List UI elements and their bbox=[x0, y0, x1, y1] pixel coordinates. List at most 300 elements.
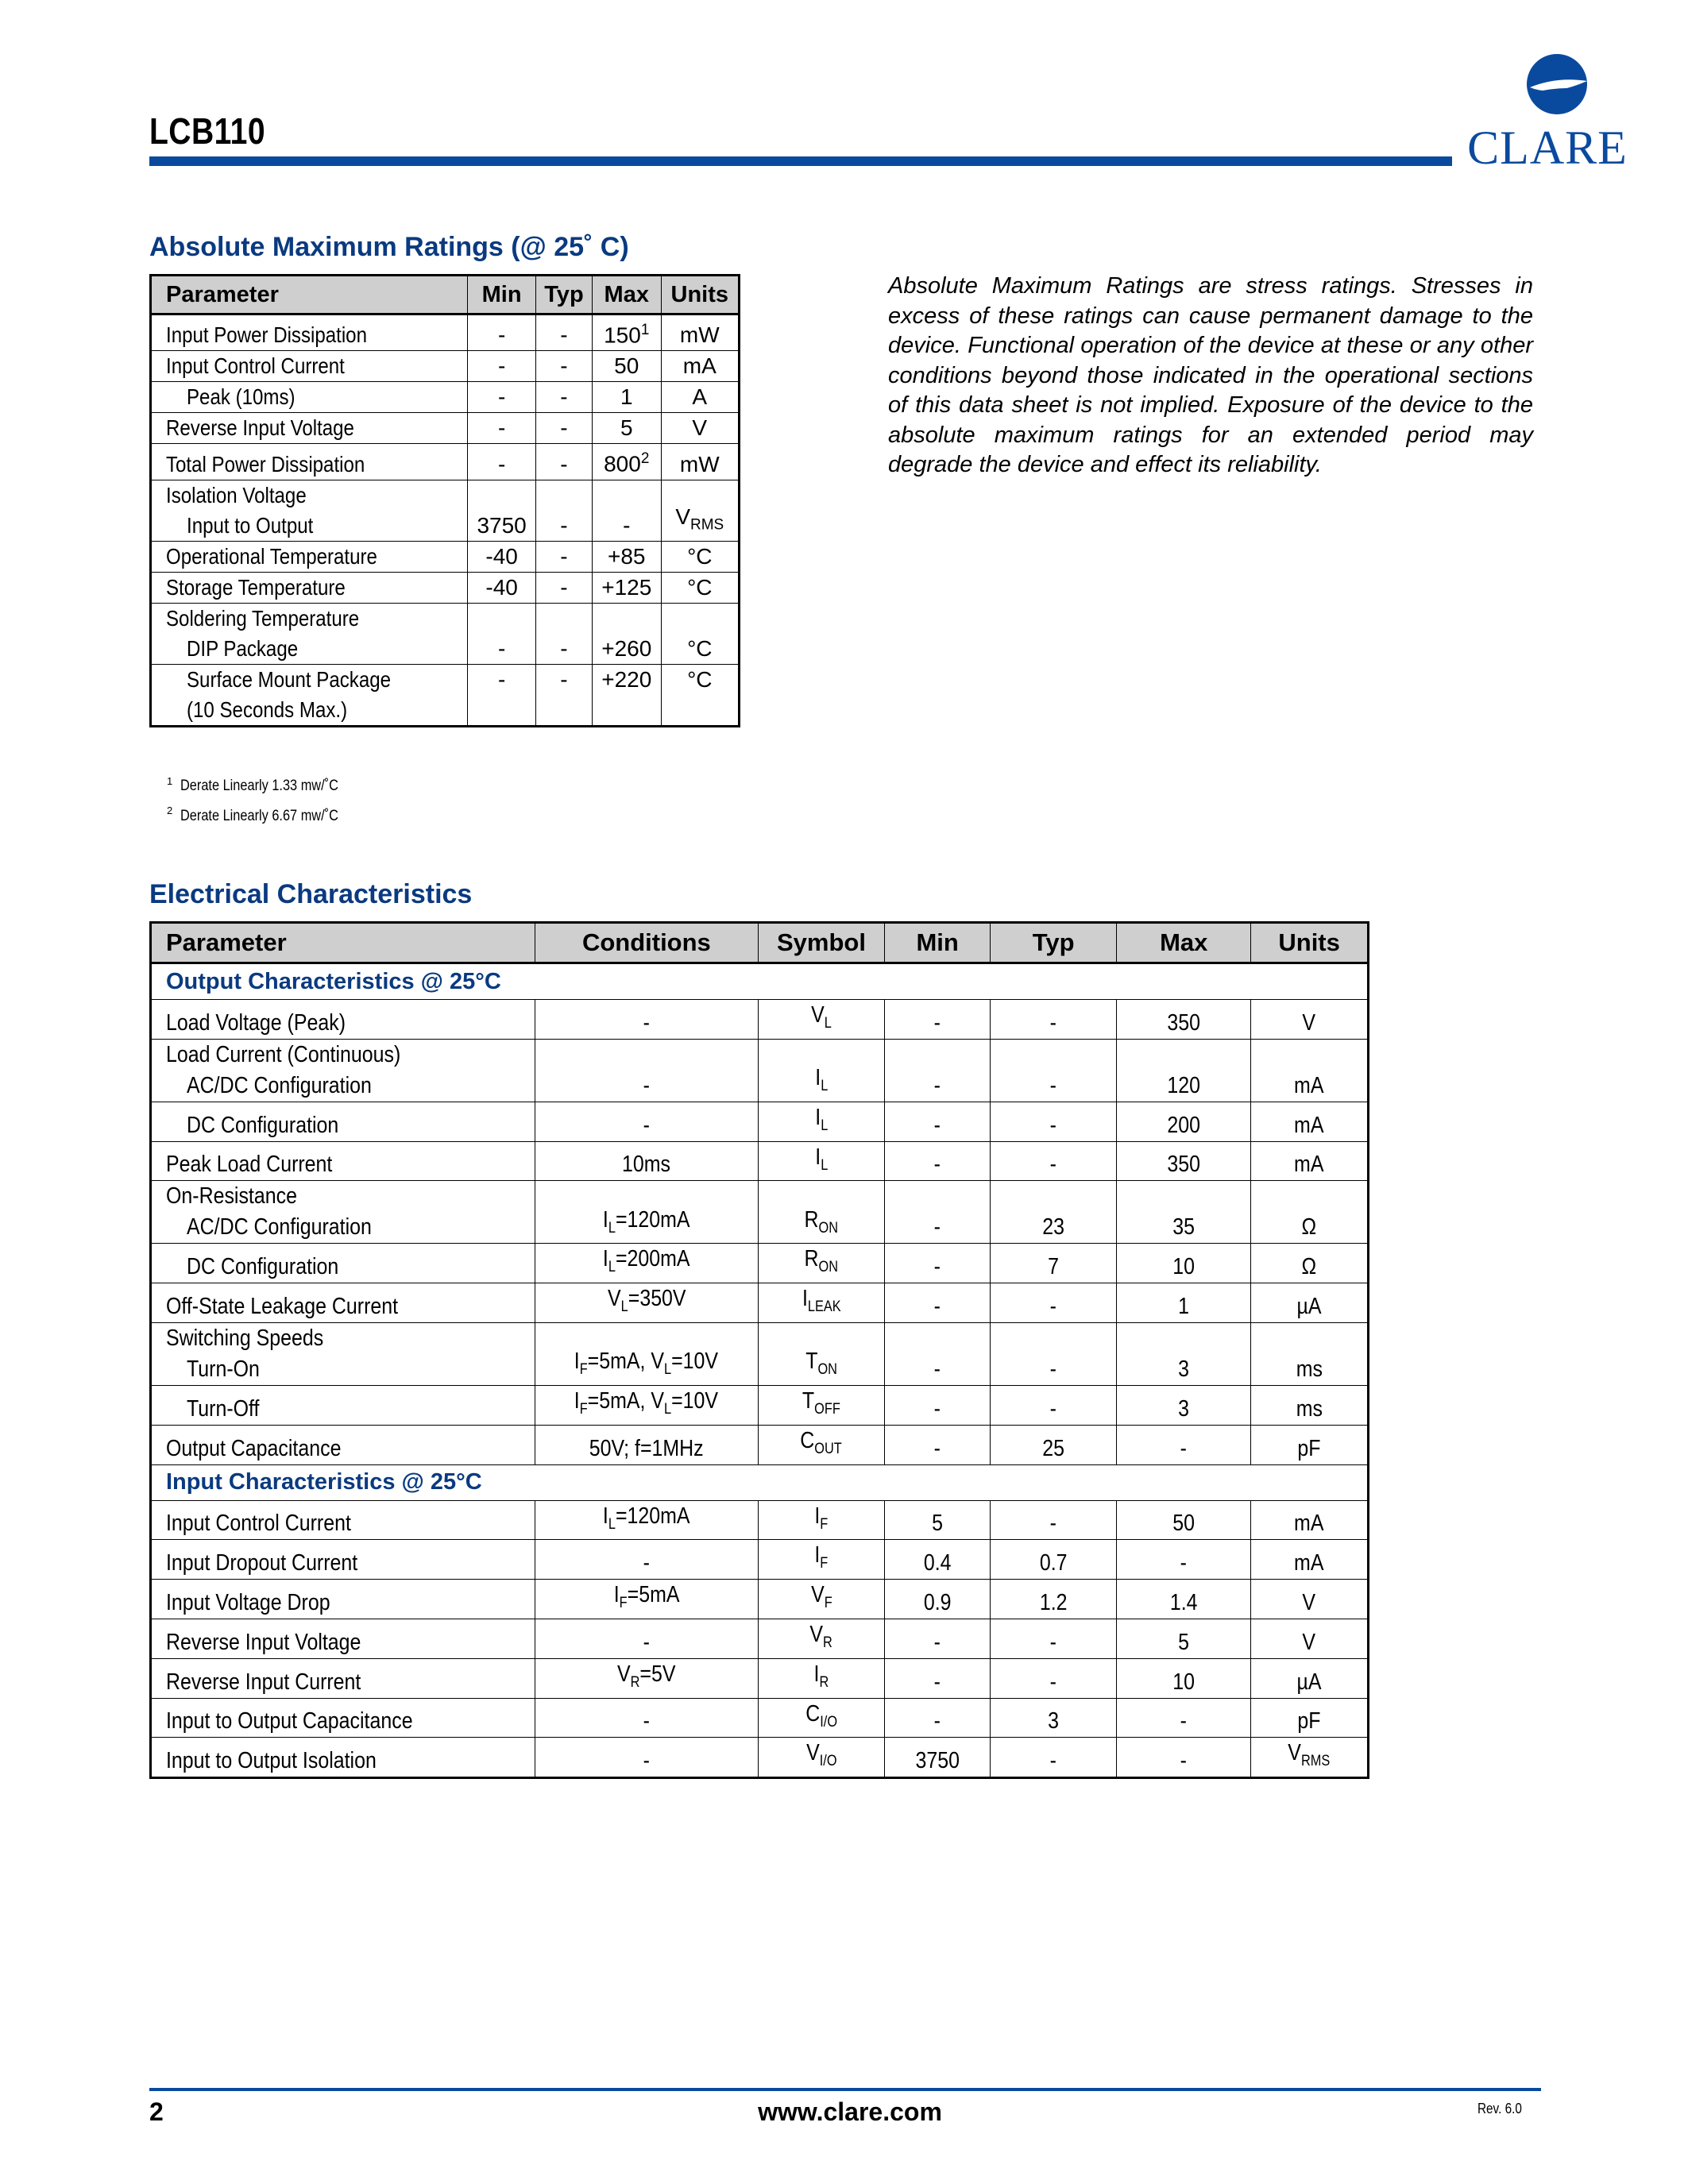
ec-symbol-base: V bbox=[810, 1582, 825, 1608]
amr-parameter-line bbox=[166, 511, 462, 541]
ec-min-value: - bbox=[933, 1009, 941, 1036]
ec-row bbox=[151, 1102, 1369, 1141]
amr-typ-cell bbox=[535, 351, 592, 382]
amr-header-parameter: Parameter bbox=[151, 276, 468, 314]
ec-typ-value: - bbox=[1049, 1009, 1057, 1036]
amr-typ-cell bbox=[535, 480, 592, 541]
ec-max-cell bbox=[1117, 1283, 1251, 1323]
ec-conditions-cell bbox=[535, 1500, 759, 1540]
ec-parameter-text: AC/DC Configuration bbox=[187, 1214, 372, 1241]
ec-min-cell bbox=[885, 1385, 991, 1425]
amr-footnote-mark: 1 bbox=[167, 775, 173, 787]
ec-parameter-line bbox=[166, 1588, 530, 1619]
ec-symbol-value bbox=[805, 1346, 837, 1385]
ec-condition-text: I bbox=[603, 1503, 608, 1529]
ec-symbol-subscript: R bbox=[823, 1634, 833, 1651]
ec-symbol-subscript: I/O bbox=[820, 1713, 837, 1731]
ec-typ-cell bbox=[991, 1322, 1117, 1385]
ec-symbol-cell bbox=[758, 1102, 885, 1141]
ec-symbol-base: I bbox=[814, 1144, 821, 1170]
ec-condition-value bbox=[643, 1706, 650, 1737]
ec-typ-cell bbox=[991, 1039, 1117, 1102]
ec-max-value: 120 bbox=[1167, 1072, 1201, 1098]
ec-symbol-value bbox=[815, 1501, 829, 1540]
ec-max-cell bbox=[1117, 1540, 1251, 1580]
ec-symbol-cell bbox=[758, 1580, 885, 1619]
ec-group-row bbox=[151, 963, 1369, 1000]
amr-row bbox=[151, 664, 740, 726]
ec-symbol-subscript: I/O bbox=[819, 1753, 837, 1770]
footer-url[interactable]: www.clare.com bbox=[758, 2097, 942, 2126]
amr-typ-value: - bbox=[560, 353, 568, 379]
ec-typ-cell bbox=[991, 1619, 1117, 1658]
ec-parameter-cell bbox=[151, 1425, 535, 1464]
amr-section-title: Absolute Maximum Ratings (@ 25˚ C) bbox=[149, 232, 629, 262]
amr-parameter-line bbox=[166, 382, 462, 412]
ec-parameter-text: AC/DC Configuration bbox=[187, 1072, 372, 1098]
ec-units-value bbox=[1302, 1212, 1317, 1243]
amr-footnote bbox=[167, 769, 365, 798]
amr-max-cell bbox=[592, 444, 661, 480]
ec-symbol-base: C bbox=[800, 1427, 815, 1453]
amr-row bbox=[151, 444, 740, 480]
ec-units-base: Ω bbox=[1301, 1214, 1317, 1241]
ec-condition-value bbox=[622, 1149, 670, 1180]
amr-units-cell bbox=[661, 444, 739, 480]
ec-header-typ: Typ bbox=[991, 923, 1117, 963]
ec-symbol-base: I bbox=[814, 1065, 821, 1090]
ec-units-cell bbox=[1251, 1425, 1369, 1464]
amr-min-cell bbox=[468, 351, 536, 382]
ec-min-value: 5 bbox=[932, 1511, 944, 1537]
ec-units-value bbox=[1298, 1706, 1321, 1737]
amr-units-base: V bbox=[675, 504, 690, 530]
ec-condition-value bbox=[643, 1008, 650, 1039]
ec-conditions-cell bbox=[535, 1141, 759, 1181]
ec-symbol-cell bbox=[758, 1181, 885, 1244]
ec-parameter-text: Input Control Current bbox=[166, 1511, 351, 1537]
ec-condition-text: =5V bbox=[639, 1661, 676, 1687]
ec-min-cell bbox=[885, 1658, 991, 1698]
ec-condition-text: 50V; f=1MHz bbox=[589, 1435, 704, 1461]
globe-icon bbox=[1525, 52, 1589, 116]
amr-units-base: A bbox=[692, 384, 708, 410]
ec-symbol-subscript: L bbox=[820, 1117, 829, 1134]
ec-symbol-value bbox=[815, 1102, 828, 1141]
ec-parameter-text: Load Voltage (Peak) bbox=[166, 1009, 346, 1036]
amr-units-cell bbox=[661, 541, 739, 572]
ec-symbol-value bbox=[805, 1244, 839, 1283]
ec-symbol-value bbox=[806, 1738, 836, 1777]
ec-units-cell bbox=[1251, 1698, 1369, 1738]
amr-typ-cell bbox=[535, 382, 592, 413]
ec-min-cell bbox=[885, 1540, 991, 1580]
ec-units-cell bbox=[1251, 1500, 1369, 1540]
ec-min-value: - bbox=[933, 1395, 941, 1422]
ec-symbol-subscript: R bbox=[819, 1673, 829, 1691]
amr-units-base: mA bbox=[682, 353, 717, 379]
ec-parameter-text: Input to Output Isolation bbox=[166, 1748, 377, 1774]
ec-parameter-cell bbox=[151, 1181, 535, 1244]
ec-units-cell bbox=[1251, 1658, 1369, 1698]
ec-row bbox=[151, 1000, 1369, 1040]
ec-units-base: mA bbox=[1294, 1072, 1324, 1098]
ec-parameter-text: Turn-On bbox=[187, 1356, 260, 1382]
ec-condition-value bbox=[589, 1433, 704, 1464]
ec-units-base: mA bbox=[1294, 1112, 1324, 1138]
ec-symbol-cell bbox=[758, 1500, 885, 1540]
ec-units-cell bbox=[1251, 1141, 1369, 1181]
amr-footnote-ref: 2 bbox=[640, 450, 650, 468]
ec-symbol-base: I bbox=[814, 1542, 821, 1569]
ec-symbol-subscript: L bbox=[820, 1077, 829, 1094]
ec-symbol-value bbox=[814, 1659, 829, 1698]
ec-parameter-cell bbox=[151, 1000, 535, 1040]
ec-typ-value: - bbox=[1049, 1511, 1057, 1537]
ec-row bbox=[151, 1738, 1369, 1778]
amr-parameter-text: Total Power Dissipation bbox=[166, 451, 365, 477]
ec-max-value: 3 bbox=[1178, 1356, 1190, 1382]
ec-max-cell bbox=[1117, 1619, 1251, 1658]
ec-units-value bbox=[1303, 1588, 1316, 1619]
ec-max-cell bbox=[1117, 1658, 1251, 1698]
ec-parameter-line bbox=[166, 1149, 530, 1180]
ec-max-cell bbox=[1117, 1039, 1251, 1102]
ec-parameter-cell bbox=[151, 1322, 535, 1385]
header-rule bbox=[149, 156, 1452, 166]
ec-units-base: ms bbox=[1296, 1395, 1323, 1422]
ec-conditions-cell bbox=[535, 1000, 759, 1040]
ec-symbol-cell bbox=[758, 1141, 885, 1181]
amr-max-cell bbox=[592, 603, 661, 664]
ec-typ-cell bbox=[991, 1244, 1117, 1283]
ec-units-cell bbox=[1251, 1540, 1369, 1580]
ec-parameter-cell bbox=[151, 1500, 535, 1540]
ec-condition-text: I bbox=[603, 1206, 608, 1233]
amr-parameter-line bbox=[166, 413, 462, 443]
amr-max-cell bbox=[592, 413, 661, 444]
ec-symbol-base: I bbox=[814, 1503, 821, 1529]
ec-condition-value bbox=[574, 1386, 718, 1425]
ec-units-base: V bbox=[1302, 1009, 1316, 1036]
ec-row bbox=[151, 1500, 1369, 1540]
ec-min-value: - bbox=[933, 1152, 941, 1178]
ec-condition-text: =10V bbox=[671, 1349, 719, 1375]
ec-condition-text: - bbox=[643, 1072, 651, 1098]
ec-parameter-text: Load Current (Continuous) bbox=[166, 1041, 401, 1067]
amr-min-cell bbox=[468, 572, 536, 603]
ec-typ-cell bbox=[991, 1425, 1117, 1464]
ec-parameter-line bbox=[166, 1706, 530, 1737]
amr-parameter-line bbox=[166, 320, 462, 350]
amr-parameter-line bbox=[166, 634, 462, 664]
ec-units-base: mA bbox=[1294, 1511, 1324, 1537]
ec-symbol-base: T bbox=[802, 1387, 815, 1414]
ec-min-cell bbox=[885, 1619, 991, 1658]
ec-row bbox=[151, 1039, 1369, 1102]
ec-symbol-cell bbox=[758, 1698, 885, 1738]
ec-parameter-line bbox=[166, 1040, 530, 1071]
ec-row bbox=[151, 1580, 1369, 1619]
amr-units-cell bbox=[661, 382, 739, 413]
amr-max-value: - bbox=[623, 512, 631, 538]
amr-max-cell bbox=[592, 541, 661, 572]
ec-typ-cell bbox=[991, 1181, 1117, 1244]
ec-conditions-cell bbox=[535, 1738, 759, 1778]
ec-min-cell bbox=[885, 1425, 991, 1464]
amr-note: Absolute Maximum Ratings are stress ratings. Stresses in excess of these ratings can cause permanent damage to the device. Functional operation of the device at these or any other conditions beyond those indicated in the operational sections of this data sheet is not implied. Exposure of the device to the absolute maximum ratings for an extended period may degrade the device and effect its reliability. bbox=[888, 273, 1533, 477]
ec-symbol-base: I bbox=[814, 1104, 821, 1130]
amr-typ-cell bbox=[535, 603, 592, 664]
ec-typ-value: 7 bbox=[1048, 1254, 1060, 1280]
ec-condition-subscript: F bbox=[619, 1594, 628, 1611]
ec-condition-text: =120mA bbox=[616, 1206, 690, 1233]
ec-symbol-cell bbox=[758, 1039, 885, 1102]
ec-condition-subscript: F bbox=[580, 1360, 589, 1378]
ec-parameter-text: Off-State Leakage Current bbox=[166, 1293, 399, 1319]
amr-parameter-text: DIP Package bbox=[187, 635, 299, 661]
amr-parameter-text: Soldering Temperature bbox=[166, 605, 360, 631]
ec-condition-subscript: L bbox=[664, 1360, 672, 1378]
ec-parameter-text: Output Capacitance bbox=[166, 1435, 342, 1461]
amr-parameter-text: Operational Temperature bbox=[166, 543, 377, 569]
amr-parameter-cell bbox=[151, 382, 468, 413]
amr-units-cell bbox=[661, 572, 739, 603]
amr-parameter-cell bbox=[151, 664, 468, 726]
ec-min-value: 3750 bbox=[915, 1748, 960, 1774]
ec-min-value: - bbox=[933, 1435, 941, 1461]
ec-row bbox=[151, 1244, 1369, 1283]
amr-min-value: -40 bbox=[485, 543, 518, 569]
ec-typ-value: - bbox=[1049, 1072, 1057, 1098]
ec-condition-text: I bbox=[613, 1582, 620, 1608]
ec-parameter-text: Reverse Input Voltage bbox=[166, 1629, 361, 1655]
ec-units-value bbox=[1303, 1627, 1316, 1658]
ec-units-base: mA bbox=[1294, 1550, 1324, 1576]
amr-typ-cell bbox=[535, 314, 592, 351]
amr-max-cell bbox=[592, 382, 661, 413]
ec-max-value: - bbox=[1180, 1550, 1188, 1576]
ec-typ-cell bbox=[991, 1580, 1117, 1619]
ec-typ-value: - bbox=[1049, 1669, 1057, 1695]
ec-condition-value bbox=[643, 1627, 650, 1658]
amr-typ-value: - bbox=[560, 384, 568, 410]
page-number: 2 bbox=[149, 2097, 164, 2126]
ec-symbol-value bbox=[802, 1386, 840, 1425]
ec-condition-subscript: L bbox=[664, 1400, 672, 1418]
ec-min-value: 0.4 bbox=[923, 1550, 952, 1576]
ec-typ-cell bbox=[991, 1658, 1117, 1698]
amr-row bbox=[151, 603, 740, 664]
ec-max-value: 3 bbox=[1178, 1395, 1190, 1422]
amr-units-base: °C bbox=[687, 666, 713, 692]
ec-parameter-line bbox=[166, 1354, 530, 1385]
ec-header-max: Max bbox=[1117, 923, 1251, 963]
amr-parameter-text: Surface Mount Package bbox=[187, 666, 392, 692]
ec-parameter-text: DC Configuration bbox=[187, 1112, 339, 1138]
amr-max-value: 1 bbox=[620, 384, 633, 410]
ec-condition-text: - bbox=[643, 1629, 651, 1655]
amr-typ-cell bbox=[535, 413, 592, 444]
ec-min-cell bbox=[885, 1580, 991, 1619]
ec-typ-cell bbox=[991, 1283, 1117, 1323]
ec-symbol-value bbox=[805, 1205, 839, 1244]
ec-symbol-value bbox=[801, 1426, 843, 1464]
ec-parameter-line bbox=[166, 1110, 530, 1141]
ec-condition-text: =5mA, V bbox=[588, 1349, 665, 1375]
ec-parameter-cell bbox=[151, 1244, 535, 1283]
amr-parameter-cell bbox=[151, 314, 468, 351]
amr-units-base: °C bbox=[687, 543, 713, 569]
ec-header-parameter: Parameter bbox=[151, 923, 535, 963]
amr-typ-value: - bbox=[560, 512, 568, 538]
ec-symbol-subscript: LEAK bbox=[807, 1298, 841, 1315]
ec-typ-value: - bbox=[1049, 1356, 1057, 1382]
amr-typ-value: - bbox=[560, 635, 568, 661]
ec-max-value: 50 bbox=[1172, 1511, 1196, 1537]
ec-parameter-cell bbox=[151, 1540, 535, 1580]
ec-parameter-line bbox=[166, 1433, 530, 1464]
ec-units-value bbox=[1294, 1548, 1323, 1579]
ec-header-symbol: Symbol bbox=[758, 923, 885, 963]
ec-symbol-value bbox=[811, 1000, 832, 1039]
ec-condition-value bbox=[608, 1283, 686, 1322]
ec-parameter-cell bbox=[151, 1738, 535, 1778]
ec-min-value: - bbox=[933, 1669, 941, 1695]
amr-header-max: Max bbox=[592, 276, 661, 314]
ec-symbol-cell bbox=[758, 1619, 885, 1658]
ec-units-cell bbox=[1251, 1738, 1369, 1778]
amr-parameter-line bbox=[166, 695, 462, 725]
amr-parameter-text: Peak (10ms) bbox=[187, 384, 295, 410]
amr-max-value: 5 bbox=[620, 415, 633, 441]
amr-max-value: +125 bbox=[601, 574, 652, 600]
ec-min-cell bbox=[885, 1141, 991, 1181]
ec-typ-cell bbox=[991, 1698, 1117, 1738]
ec-condition-subscript: L bbox=[620, 1298, 628, 1315]
ec-symbol-value bbox=[815, 1142, 828, 1181]
ec-parameter-line bbox=[166, 1323, 530, 1354]
ec-condition-value bbox=[603, 1244, 690, 1283]
ec-units-cell bbox=[1251, 1619, 1369, 1658]
ec-units-cell bbox=[1251, 1322, 1369, 1385]
ec-symbol-subscript: OUT bbox=[814, 1440, 843, 1457]
amr-min-cell bbox=[468, 382, 536, 413]
ec-units-base: ms bbox=[1296, 1356, 1323, 1382]
ec-symbol-base: C bbox=[805, 1700, 821, 1727]
ec-min-cell bbox=[885, 1322, 991, 1385]
ec-header-conditions: Conditions bbox=[535, 923, 759, 963]
ec-max-value: 35 bbox=[1172, 1214, 1196, 1241]
ec-parameter-line bbox=[166, 1071, 530, 1102]
amr-min-value: - bbox=[497, 635, 506, 661]
ec-units-value bbox=[1298, 1433, 1321, 1464]
amr-parameter-cell bbox=[151, 480, 468, 541]
amr-units-subscript: RMS bbox=[690, 516, 724, 534]
amr-min-value: - bbox=[497, 451, 506, 477]
amr-row bbox=[151, 351, 740, 382]
ec-symbol-subscript: F bbox=[820, 1515, 829, 1533]
ec-condition-text: V bbox=[617, 1661, 631, 1687]
ec-conditions-cell bbox=[535, 1619, 759, 1658]
ec-condition-subscript: L bbox=[608, 1219, 616, 1237]
ec-conditions-cell bbox=[535, 1283, 759, 1323]
ec-units-cell bbox=[1251, 1580, 1369, 1619]
ec-conditions-cell bbox=[535, 1039, 759, 1102]
ec-symbol-base: V bbox=[811, 1002, 825, 1028]
ec-parameter-line bbox=[166, 1008, 530, 1039]
ec-condition-subscript: R bbox=[630, 1673, 640, 1691]
amr-units-cell bbox=[661, 664, 739, 726]
ec-units-value bbox=[1294, 1110, 1323, 1141]
ec-min-cell bbox=[885, 1698, 991, 1738]
ec-units-cell bbox=[1251, 1385, 1369, 1425]
ec-parameter-text: Reverse Input Current bbox=[166, 1669, 361, 1695]
amr-parameter-text: Isolation Voltage bbox=[166, 482, 307, 507]
ec-min-value: - bbox=[933, 1112, 941, 1138]
ec-conditions-cell bbox=[535, 1322, 759, 1385]
amr-parameter-line bbox=[166, 542, 462, 572]
amr-max-value: +220 bbox=[601, 666, 652, 692]
ec-max-cell bbox=[1117, 1181, 1251, 1244]
amr-header-typ: Typ bbox=[535, 276, 592, 314]
ec-units-value bbox=[1297, 1291, 1322, 1322]
amr-min-cell bbox=[468, 603, 536, 664]
ec-condition-text: - bbox=[643, 1708, 651, 1734]
ec-row bbox=[151, 1698, 1369, 1738]
ec-max-value: 5 bbox=[1178, 1629, 1190, 1655]
ec-condition-text: =5mA bbox=[627, 1582, 680, 1608]
amr-max-cell bbox=[592, 351, 661, 382]
ec-conditions-cell bbox=[535, 1102, 759, 1141]
ec-units-value bbox=[1296, 1354, 1323, 1385]
ec-symbol-base: V bbox=[809, 1621, 824, 1647]
ec-min-value: - bbox=[933, 1629, 941, 1655]
ec-symbol-value bbox=[810, 1619, 832, 1658]
ec-condition-text: I bbox=[574, 1387, 581, 1414]
amr-min-cell bbox=[468, 444, 536, 480]
ec-header-min: Min bbox=[885, 923, 991, 963]
ec-row bbox=[151, 1141, 1369, 1181]
ec-parameter-line bbox=[166, 1181, 530, 1212]
amr-typ-value: - bbox=[560, 322, 568, 348]
ec-typ-cell bbox=[991, 1000, 1117, 1040]
ec-min-cell bbox=[885, 1000, 991, 1040]
ec-condition-subscript: F bbox=[580, 1400, 589, 1418]
amr-parameter-text: Reverse Input Voltage bbox=[166, 415, 354, 441]
ec-min-value: 0.9 bbox=[923, 1589, 952, 1615]
ec-parameter-line bbox=[166, 1212, 530, 1243]
ec-max-cell bbox=[1117, 1141, 1251, 1181]
amr-typ-value: - bbox=[560, 415, 568, 441]
ec-conditions-cell bbox=[535, 1540, 759, 1580]
ec-units-cell bbox=[1251, 1181, 1369, 1244]
ec-row bbox=[151, 1322, 1369, 1385]
ec-typ-value: - bbox=[1049, 1629, 1057, 1655]
ec-min-cell bbox=[885, 1039, 991, 1102]
amr-row bbox=[151, 314, 740, 351]
ec-units-value bbox=[1302, 1252, 1317, 1283]
amr-parameter-line bbox=[166, 450, 462, 480]
ec-conditions-cell bbox=[535, 1425, 759, 1464]
ec-typ-value: 0.7 bbox=[1039, 1550, 1068, 1576]
amr-row bbox=[151, 382, 740, 413]
amr-units-cell bbox=[661, 351, 739, 382]
ec-condition-value bbox=[603, 1501, 690, 1540]
ec-condition-value bbox=[643, 1110, 650, 1141]
ec-max-value: 1 bbox=[1178, 1293, 1190, 1319]
ec-symbol-subscript: F bbox=[824, 1594, 832, 1611]
